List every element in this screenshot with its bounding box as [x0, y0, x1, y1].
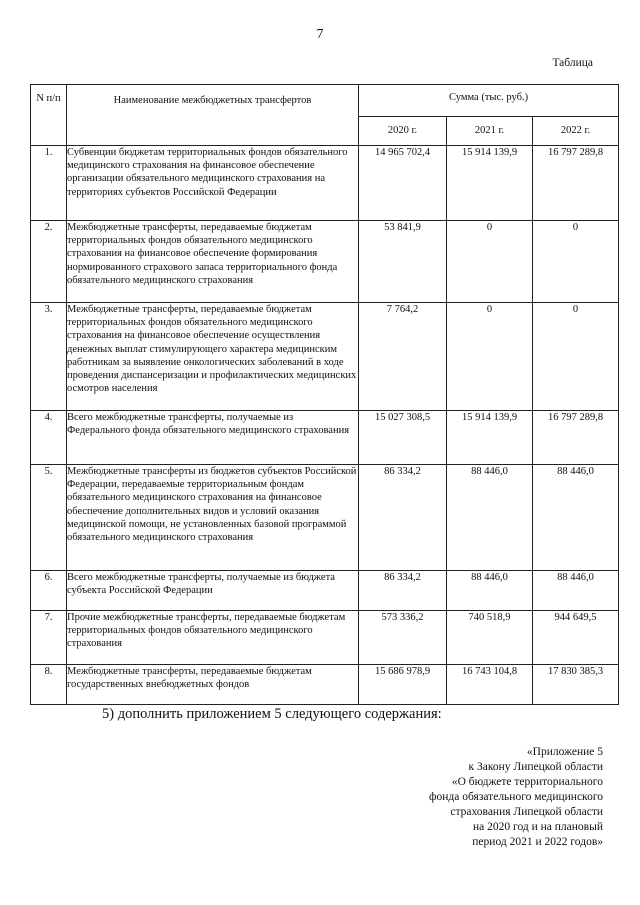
appendix-heading [343, 745, 603, 850]
row-value-2020: 86 334,2 [359, 571, 447, 611]
table-row [31, 571, 619, 611]
row-value-2021: 15 914 139,9 [447, 146, 533, 221]
row-value-2021: 88 446,0 [447, 465, 533, 571]
row-name: Межбюджетные трансферты, передаваемые бюджетам государственных внебюджетных фондов [67, 665, 359, 705]
row-number: 7. [31, 611, 67, 665]
row-number: 3. [31, 303, 67, 411]
appendix-line: к Закону Липецкой области [468, 761, 603, 773]
row-value-2022: 88 446,0 [533, 465, 619, 571]
row-number: 5. [31, 465, 67, 571]
row-value-2022: 17 830 385,3 [533, 665, 619, 705]
row-number: 1. [31, 146, 67, 221]
table-caption: Таблица [552, 57, 593, 69]
table-row [31, 221, 619, 303]
row-name: Межбюджетные трансферты из бюджетов субъектов Российской Федерации, передаваемые территориальным фондам обязательного медицинского страхования на финансовое обеспечение дополнительных видов и условий оказания медицинской помощи, не установленных базовой программой обязательного медицинского страхования [67, 465, 359, 571]
row-value-2020: 53 841,9 [359, 221, 447, 303]
row-value-2022: 944 649,5 [533, 611, 619, 665]
row-value-2021: 0 [447, 303, 533, 411]
row-value-2020: 573 336,2 [359, 611, 447, 665]
table-row [31, 303, 619, 411]
header-year-2022: 2022 г. [533, 117, 619, 146]
row-name: Всего межбюджетные трансферты, получаемые из Федерального фонда обязательного медицинского страхования [67, 411, 359, 465]
row-value-2022: 0 [533, 221, 619, 303]
transfers-table [30, 84, 619, 705]
row-value-2020: 14 965 702,4 [359, 146, 447, 221]
row-number: 2. [31, 221, 67, 303]
row-name: Всего межбюджетные трансферты, получаемые из бюджета субъекта Российской Федерации [67, 571, 359, 611]
appendix-line: период 2021 и 2022 годов» [472, 836, 603, 848]
header-num: N п/п [31, 85, 67, 146]
appendix-line: «Приложение 5 [526, 746, 603, 758]
row-name: Прочие межбюджетные трансферты, передаваемые бюджетам территориальных фондов обязательного медицинского страхования [67, 611, 359, 665]
row-value-2020: 15 686 978,9 [359, 665, 447, 705]
row-value-2021: 740 518,9 [447, 611, 533, 665]
appendix-line: страхования Липецкой области [450, 806, 603, 818]
header-sum: Сумма (тыс. руб.) [359, 85, 619, 117]
row-value-2020: 7 764,2 [359, 303, 447, 411]
appendix-line: фонда обязательного медицинского [429, 791, 603, 803]
row-value-2022: 0 [533, 303, 619, 411]
closing-paragraph: 5) дополнить приложением 5 следующего содержания: [102, 706, 442, 722]
row-number: 8. [31, 665, 67, 705]
row-name: Межбюджетные трансферты, передаваемые бюджетам территориальных фондов обязательного медицинского страхования на финансовое обеспечение формирования нормированного страхового запаса территориального фонда обязательного медицинского страхования [67, 221, 359, 303]
row-value-2021: 16 743 104,8 [447, 665, 533, 705]
table-row [31, 665, 619, 705]
row-number: 4. [31, 411, 67, 465]
row-value-2022: 88 446,0 [533, 571, 619, 611]
row-value-2022: 16 797 289,8 [533, 146, 619, 221]
header-year-2020: 2020 г. [359, 117, 447, 146]
row-value-2022: 16 797 289,8 [533, 411, 619, 465]
header-year-2021: 2021 г. [447, 117, 533, 146]
row-name: Межбюджетные трансферты, передаваемые бюджетам территориальных фондов обязательного медицинского страхования на финансовое обеспечение осуществления денежных выплат стимулирующего характера медицинским работникам за выявление онкологических заболеваний в ходе проведения диспансеризации и профилактических медицинских осмотров населения [67, 303, 359, 411]
row-value-2020: 15 027 308,5 [359, 411, 447, 465]
appendix-line: «О бюджете территориального [451, 776, 603, 788]
appendix-line: на 2020 год и на плановый [473, 821, 603, 833]
table-row [31, 411, 619, 465]
row-value-2021: 15 914 139,9 [447, 411, 533, 465]
table-row [31, 146, 619, 221]
table-row [31, 465, 619, 571]
page-number: 7 [316, 27, 324, 42]
row-value-2021: 0 [447, 221, 533, 303]
row-value-2020: 86 334,2 [359, 465, 447, 571]
table-row [31, 611, 619, 665]
row-name: Субвенции бюджетам территориальных фондов обязательного медицинского страхования на финансовое обеспечение организации обязательного медицинского страхования на территориях субъектов Российской Федерации [67, 146, 359, 221]
row-number: 6. [31, 571, 67, 611]
header-name: Наименование межбюджетных трансфертов [67, 85, 359, 146]
row-value-2021: 88 446,0 [447, 571, 533, 611]
